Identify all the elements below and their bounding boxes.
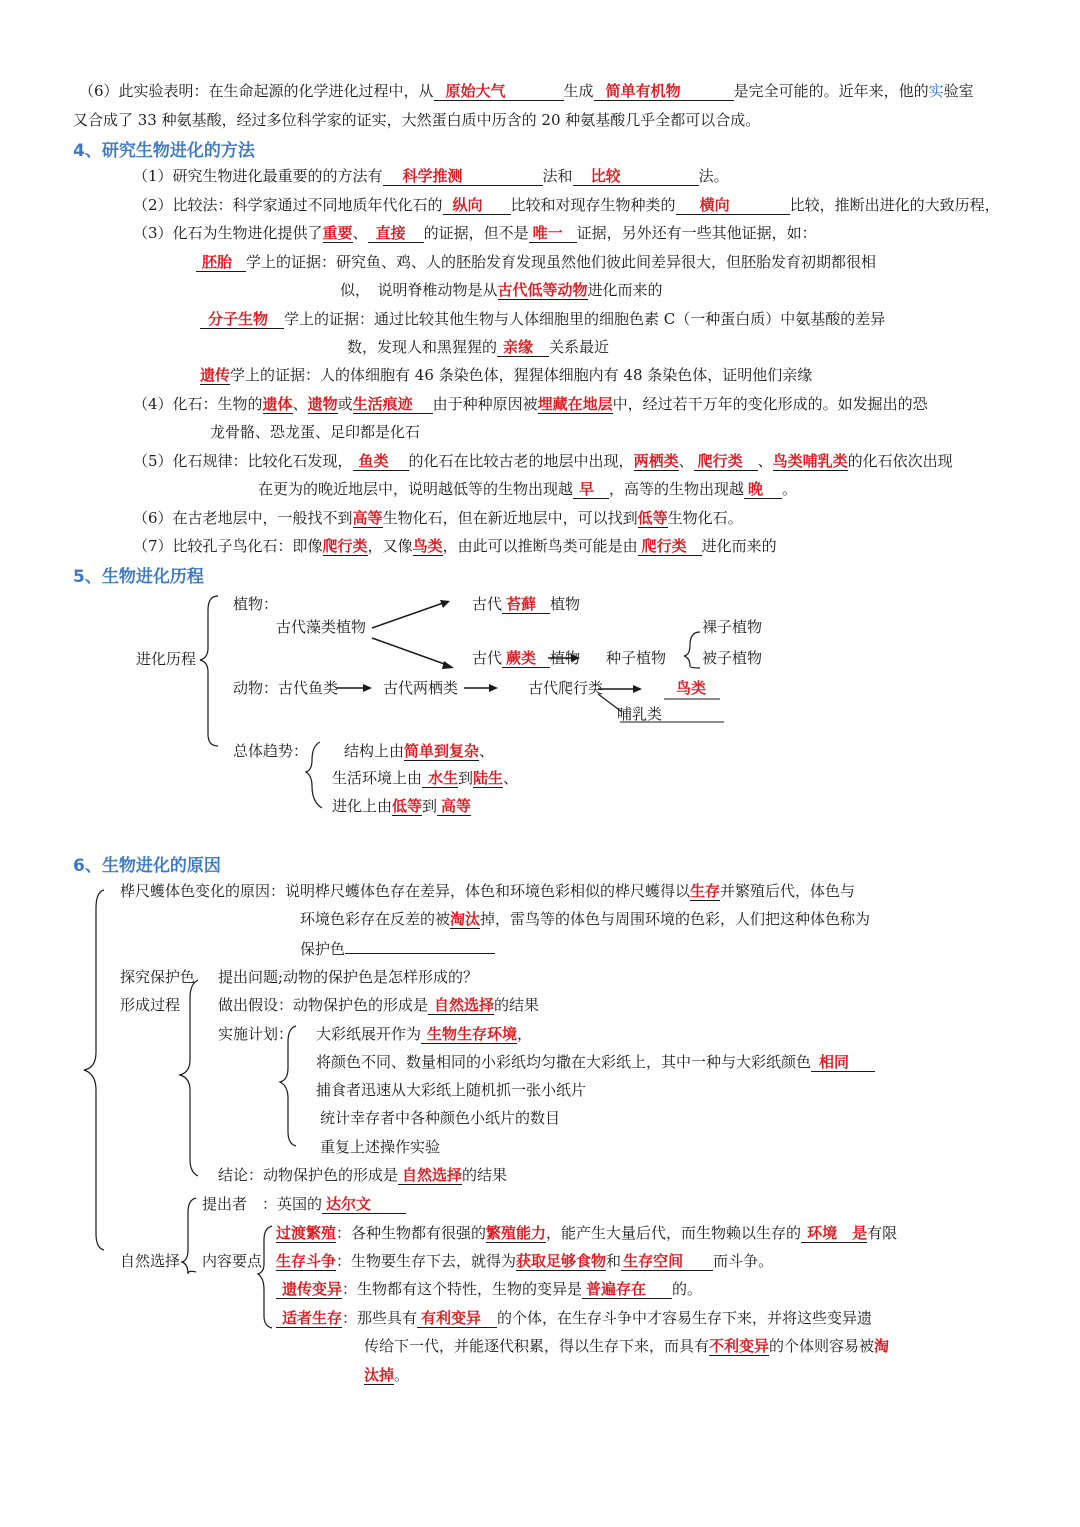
angiosperms: 被子植物 [702,649,763,667]
s4-item-5-cont: 在更为的晚近地层中，说明越低等的生物出现越 早 ，高等的生物出现越 晚 。 [258,480,798,498]
evidence-molecular: 分子生物 学上的证据：通过比较其他生物与人体细胞里的细胞色素 C（一种蛋白质）中氨基酸的差异 [200,308,885,330]
mammals: 哺乳类 [617,705,663,723]
plan-step-4: 统计幸存者中各种颜色小纸片的数目 [320,1109,561,1127]
moth-line2: 环境色彩存在反差的被淘汰掉，雷鸟等的体色与周围环境的色彩，人们把这种体色称为 [300,910,871,928]
content-label: 内容要点 [202,1252,263,1270]
point-overproduction: 过渡繁殖：各种生物都有很强的繁殖能力，能产生大量后代，而生物赖以生存的 环境 是有限 [276,1224,898,1242]
point-survival-end: 汰掉。 [364,1366,410,1384]
explore-label-1: 探究保护色 [120,968,196,986]
section-4-title: 4、研究生物进化的方法 [73,141,255,161]
point-survival-cont: 传给下一代，并能逐代积累，得以生存下来，而具有不利变异的个体则容易被淘 [364,1337,890,1355]
plan-step-3: 捕食者迅速从大彩纸上随机抓一张小纸片 [316,1081,587,1099]
s4-item-3: （3）化石为生物进化提供了重要、 直接 的证据，但不是 唯一 证据，另外还有一些其他证据，如： [133,224,817,242]
evolution-root: 进化历程 [136,650,197,668]
plan-label: 实施计划： [218,1025,294,1043]
evidence-molecular-cont: 数，发现人和黑猩猩的 亲缘 关系最近 [347,338,610,356]
s4-item-1: （1）研究生物进化最重要的的方法有 科学推测 法和 比较 法。 [133,167,729,185]
seed-plants: 种子植物 [606,649,667,667]
plan-step-5: 重复上述操作实验 [320,1138,441,1156]
section-6-title: 6、生物进化的原因 [73,856,221,876]
section-5-title: 5、生物进化历程 [73,567,204,587]
p6-line2: 又合成了 33 种氨基酸，经过多位科学家的证实，大然蛋白质中历含的 20 种氨基酸几乎全都可以合成。 [73,111,761,129]
trend-environment: 生活环境上由 水生到陆生、 [332,769,519,787]
p6-line1: （6）此实验表明：在生命起源的化学进化过程中，从 原始大气 生成 简单有机物 是完全可能的。近年来，他的实验室 [79,82,974,100]
point-survival: 适者生存：那些具有 有利变异 的个体，在生存斗争中才容易生存下来，并将这些变异遗 [276,1307,872,1329]
animal-label: 动物：古代鱼类 [233,679,339,697]
amphibians: 古代两栖类 [383,679,459,697]
plant-label: 植物： [233,595,279,613]
fern: 古代 蕨类 植物 [472,649,581,667]
birds: 鸟类 [676,679,707,697]
point-variation: 遗传变异：生物都有这个特性，生物的变异是 普遍存在 的。 [276,1278,702,1300]
evidence-genetic: 遗传学上的证据：人的体细胞有 46 条染色体，猩猩体细胞内有 48 条染色体，证明他们亲缘 [200,366,813,384]
plan-step-1: 大彩纸展开作为 生物生存环境， [316,1025,533,1043]
trend-label: 总体趋势： [233,742,309,760]
explore-question: 提出问题;动物的保护色是怎样形成的？ [218,968,479,986]
gymnosperms: 裸子植物 [702,618,763,636]
natural-selection-label: 自然选择 [120,1252,181,1270]
moth-line3: 保护色 [300,937,495,960]
s4-item-6: （6）在古老地层中，一般找不到高等生物化石，但在新近地层中，可以找到低等生物化石。 [133,509,743,527]
s4-item-2: （2）比较法：科学家通过不同地质年代化石的 纵向 比较和对现存生物种类的 横向 比较，推断出进化的大致历程， [133,196,1000,214]
moth-line1: 桦尺蠖体色变化的原因：说明桦尺蠖体色存在差异，体色和环境色彩相似的桦尺蠖得以生存并繁殖后代，体色与 [120,882,856,900]
reptiles: 古代爬行类 [528,679,604,697]
evidence-embryo-cont: 似， 说明脊椎动物是从古代低等动物进化而来的 [340,281,663,299]
explore-conclusion: 结论：动物保护色的形成是 自然选择的结果 [218,1166,508,1184]
s4-item-4-cont: 龙骨骼、恐龙蛋、足印都是化石 [210,423,421,441]
trend-level: 进化上由低等到 高等 [332,797,472,815]
explore-label-2: 形成过程 [120,996,181,1014]
trend-structure: 结构上由简单到复杂、 [344,742,495,760]
explore-hypothesis: 做出假设：动物保护色的形成是 自然选择的结果 [218,996,540,1014]
s4-item-7: （7）比较孔子鸟化石：即像爬行类，又像鸟类，由此可以推断鸟类可能是由 爬行类 进化而来的 [133,537,777,555]
proposer: 提出者 ：英国的 达尔文 [202,1193,406,1215]
s4-item-5: （5）化石规律：比较化石发现， 鱼类 的化石在比较古老的地层中出现，两栖类、 爬行类 、鸟类哺乳类的化石依次出现 [133,452,953,470]
moss: 古代 苔藓 植物 [472,595,581,613]
s4-item-4: （4）化石：生物的遗体、遗物或生活痕迹 由于种种原因被埋藏在地层中，经过若干万年的变化形成的。如发掘出的恐 [133,395,928,413]
point-struggle: 生存斗争：生物要生存下去，就得为获取足够食物和 生存空间 而斗争。 [276,1252,774,1270]
plan-step-2: 将颜色不同、数量相同的小彩纸均匀撒在大彩纸上，其中一种与大彩纸颜色 相同 [316,1051,875,1073]
algae: 古代藻类植物 [276,618,367,636]
evidence-embryo: 胚胎 学上的证据：研究鱼、鸡、人的胚胎发育发现虽然他们彼此间差异很大，但胚胎发育初期都很相 [196,251,876,273]
